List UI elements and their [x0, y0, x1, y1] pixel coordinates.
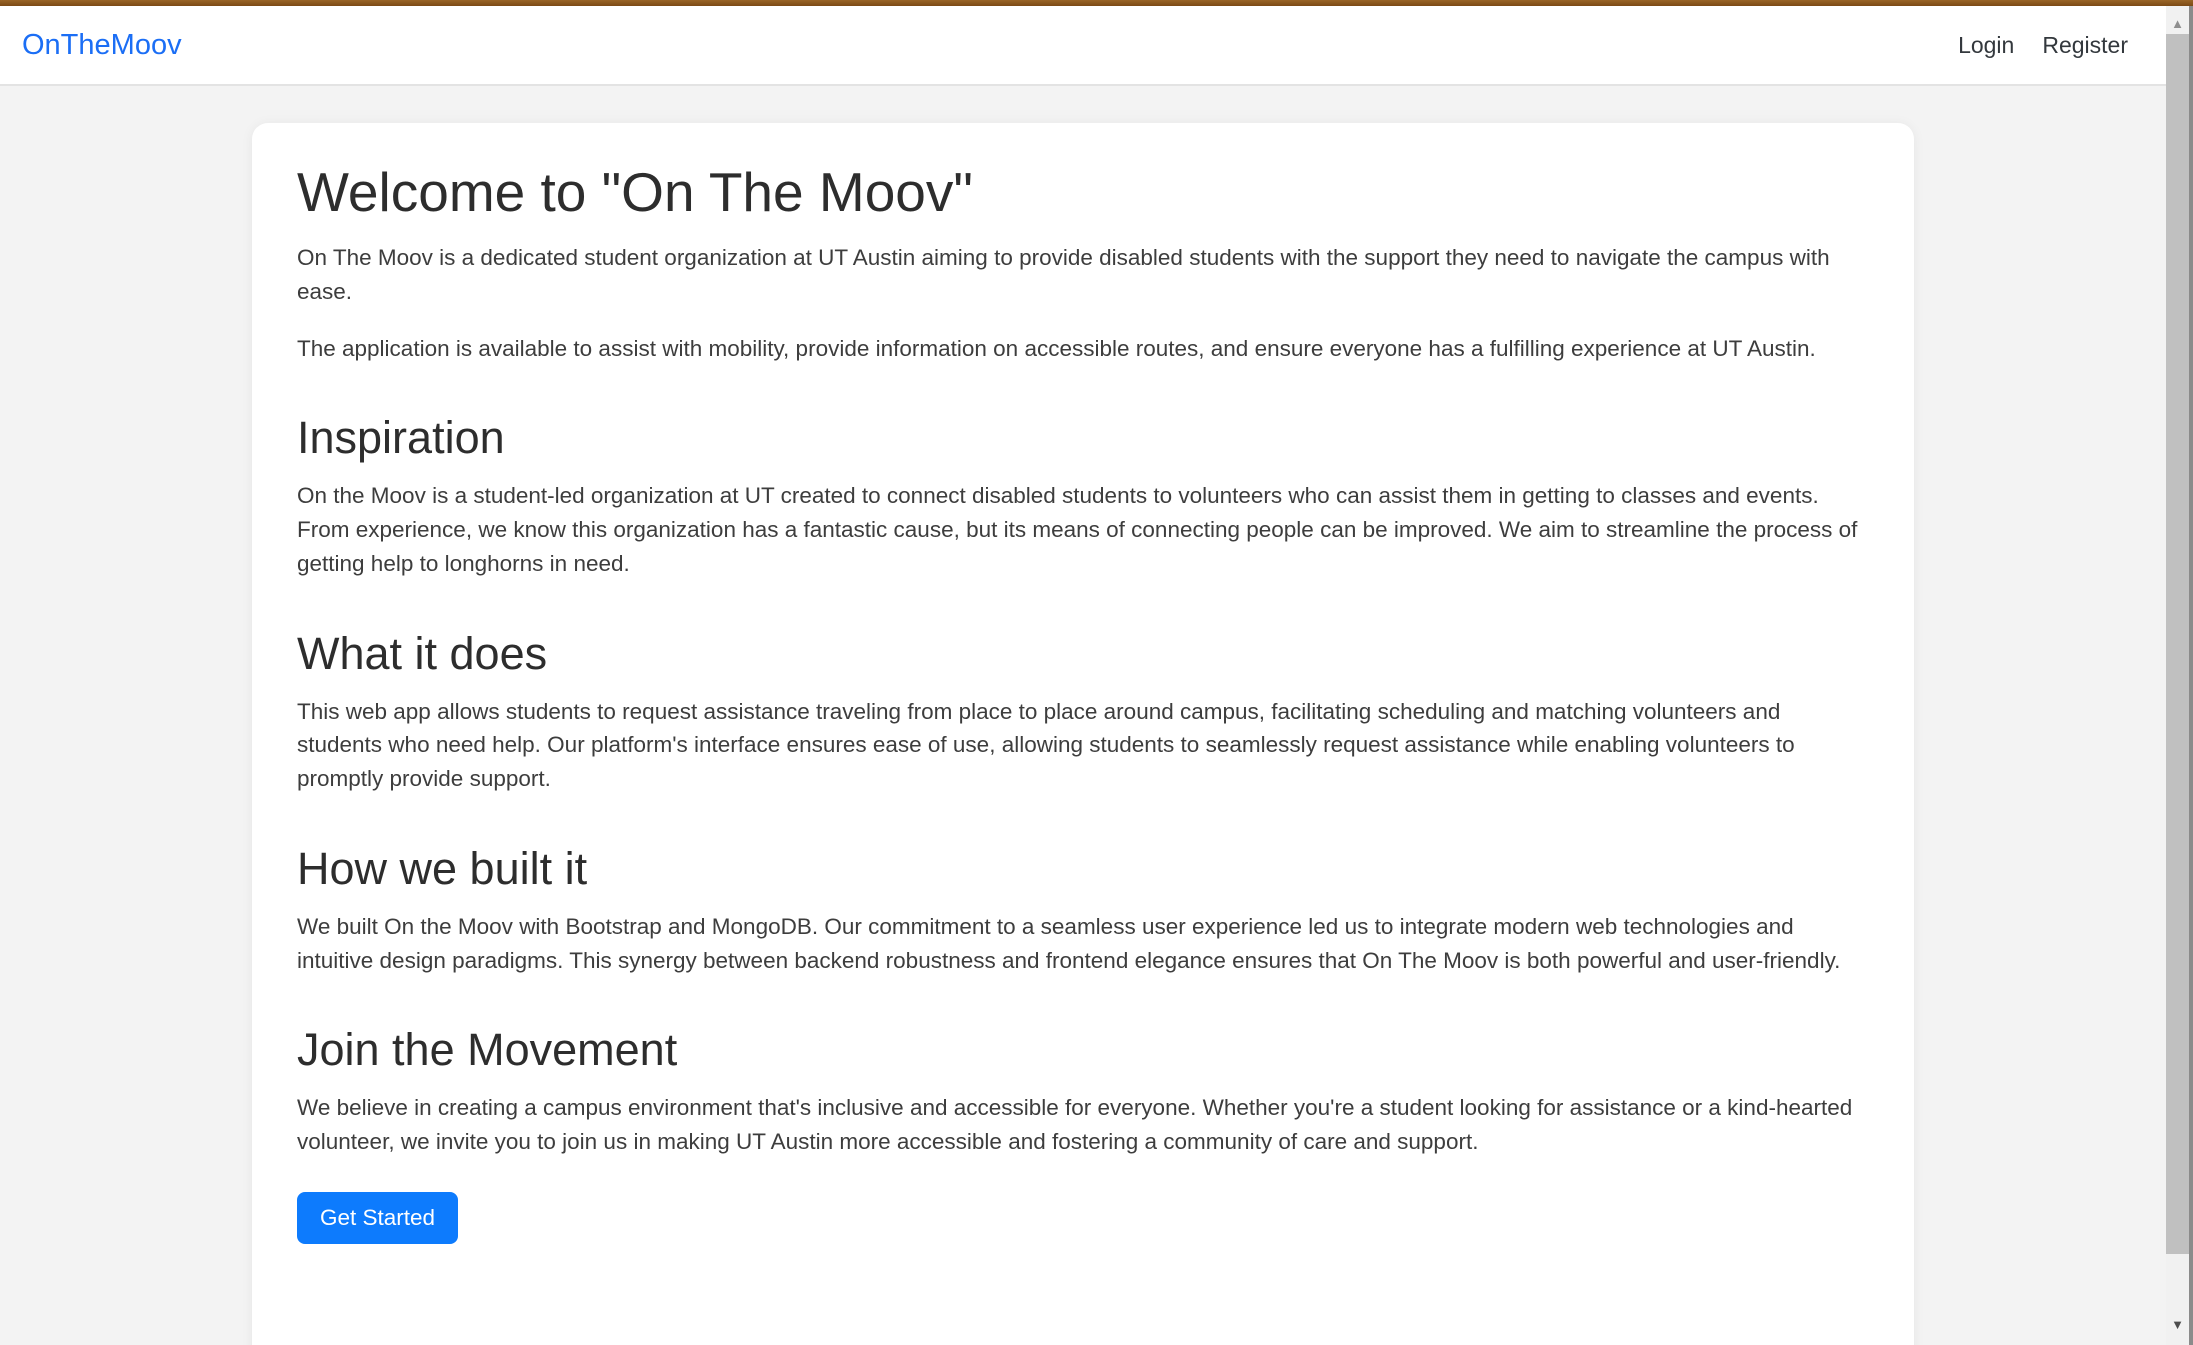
section-inspiration — [297, 411, 1869, 580]
page-body — [0, 123, 2166, 1345]
content-card — [252, 123, 1914, 1345]
scrollbar-thumb[interactable] — [2166, 34, 2189, 1254]
brand-link[interactable]: OnTheMoov — [22, 28, 182, 61]
section-join-the-movement — [297, 1023, 1869, 1159]
section-heading: Join the Movement — [297, 1024, 678, 1076]
intro-paragraph-2: The application is available to assist with mobility, provide information on accessible routes, and ensure everyone has a fulfilling experience at UT Austin. — [297, 335, 1816, 361]
section-heading: What it does — [297, 627, 548, 679]
scrollbar-up-icon[interactable]: ▲ — [2171, 15, 2184, 31]
scrollbar-down-icon[interactable]: ▼ — [2171, 1316, 2184, 1332]
section-heading: Inspiration — [297, 412, 505, 464]
nav-links — [1958, 32, 2128, 59]
get-started-button[interactable]: Get Started — [297, 1192, 458, 1244]
section-heading: How we built it — [297, 842, 588, 894]
login-link[interactable]: Login — [1958, 31, 2015, 58]
section-paragraph: On the Moov is a student-led organization at UT created to connect disabled students to volunteers who can assist them in getting to classes and events. From experience, we know this organization has a fantastic cause, but its means of connecting people can be improved. We aim to streamline the process of getting help to longhorns in need. — [297, 483, 1858, 576]
section-paragraph: We built On the Moov with Bootstrap and MongoDB. Our commitment to a seamless user experience led us to integrate modern web technologies and intuitive design paradigms. This synergy between backend robustness and frontend elegance ensures that On The Moov is both powerful and user-friendly. — [297, 913, 1841, 973]
section-paragraph: We believe in creating a campus environment that's inclusive and accessible for everyone. Whether you're a student looking for assistance or a kind-hearted volunteer, we invite you to join us in making UT Austin more accessible and fostering a community of care and support. — [297, 1095, 1853, 1154]
intro-paragraph-1: On The Moov is a dedicated student organization at UT Austin aiming to provide disabled students with the support they need to navigate the campus with ease. — [297, 245, 1830, 304]
vertical-scrollbar[interactable] — [2166, 6, 2189, 1345]
top-navbar — [0, 6, 2166, 86]
section-paragraph: This web app allows students to request assistance traveling from place to place around campus, facilitating scheduling and matching volunteers and students who need help. Our platform's interface ensures ease of use, allowing students to seamlessly request assistance while enabling volunteers to promptly provide support. — [297, 698, 1795, 791]
section-how-we-built-it — [297, 842, 1869, 978]
window-top-edge — [0, 0, 2193, 6]
window-right-edge — [2189, 0, 2193, 1345]
register-link[interactable]: Register — [2042, 31, 2128, 58]
page-title: Welcome to "On The Moov" — [297, 161, 973, 223]
section-what-it-does — [297, 627, 1869, 796]
